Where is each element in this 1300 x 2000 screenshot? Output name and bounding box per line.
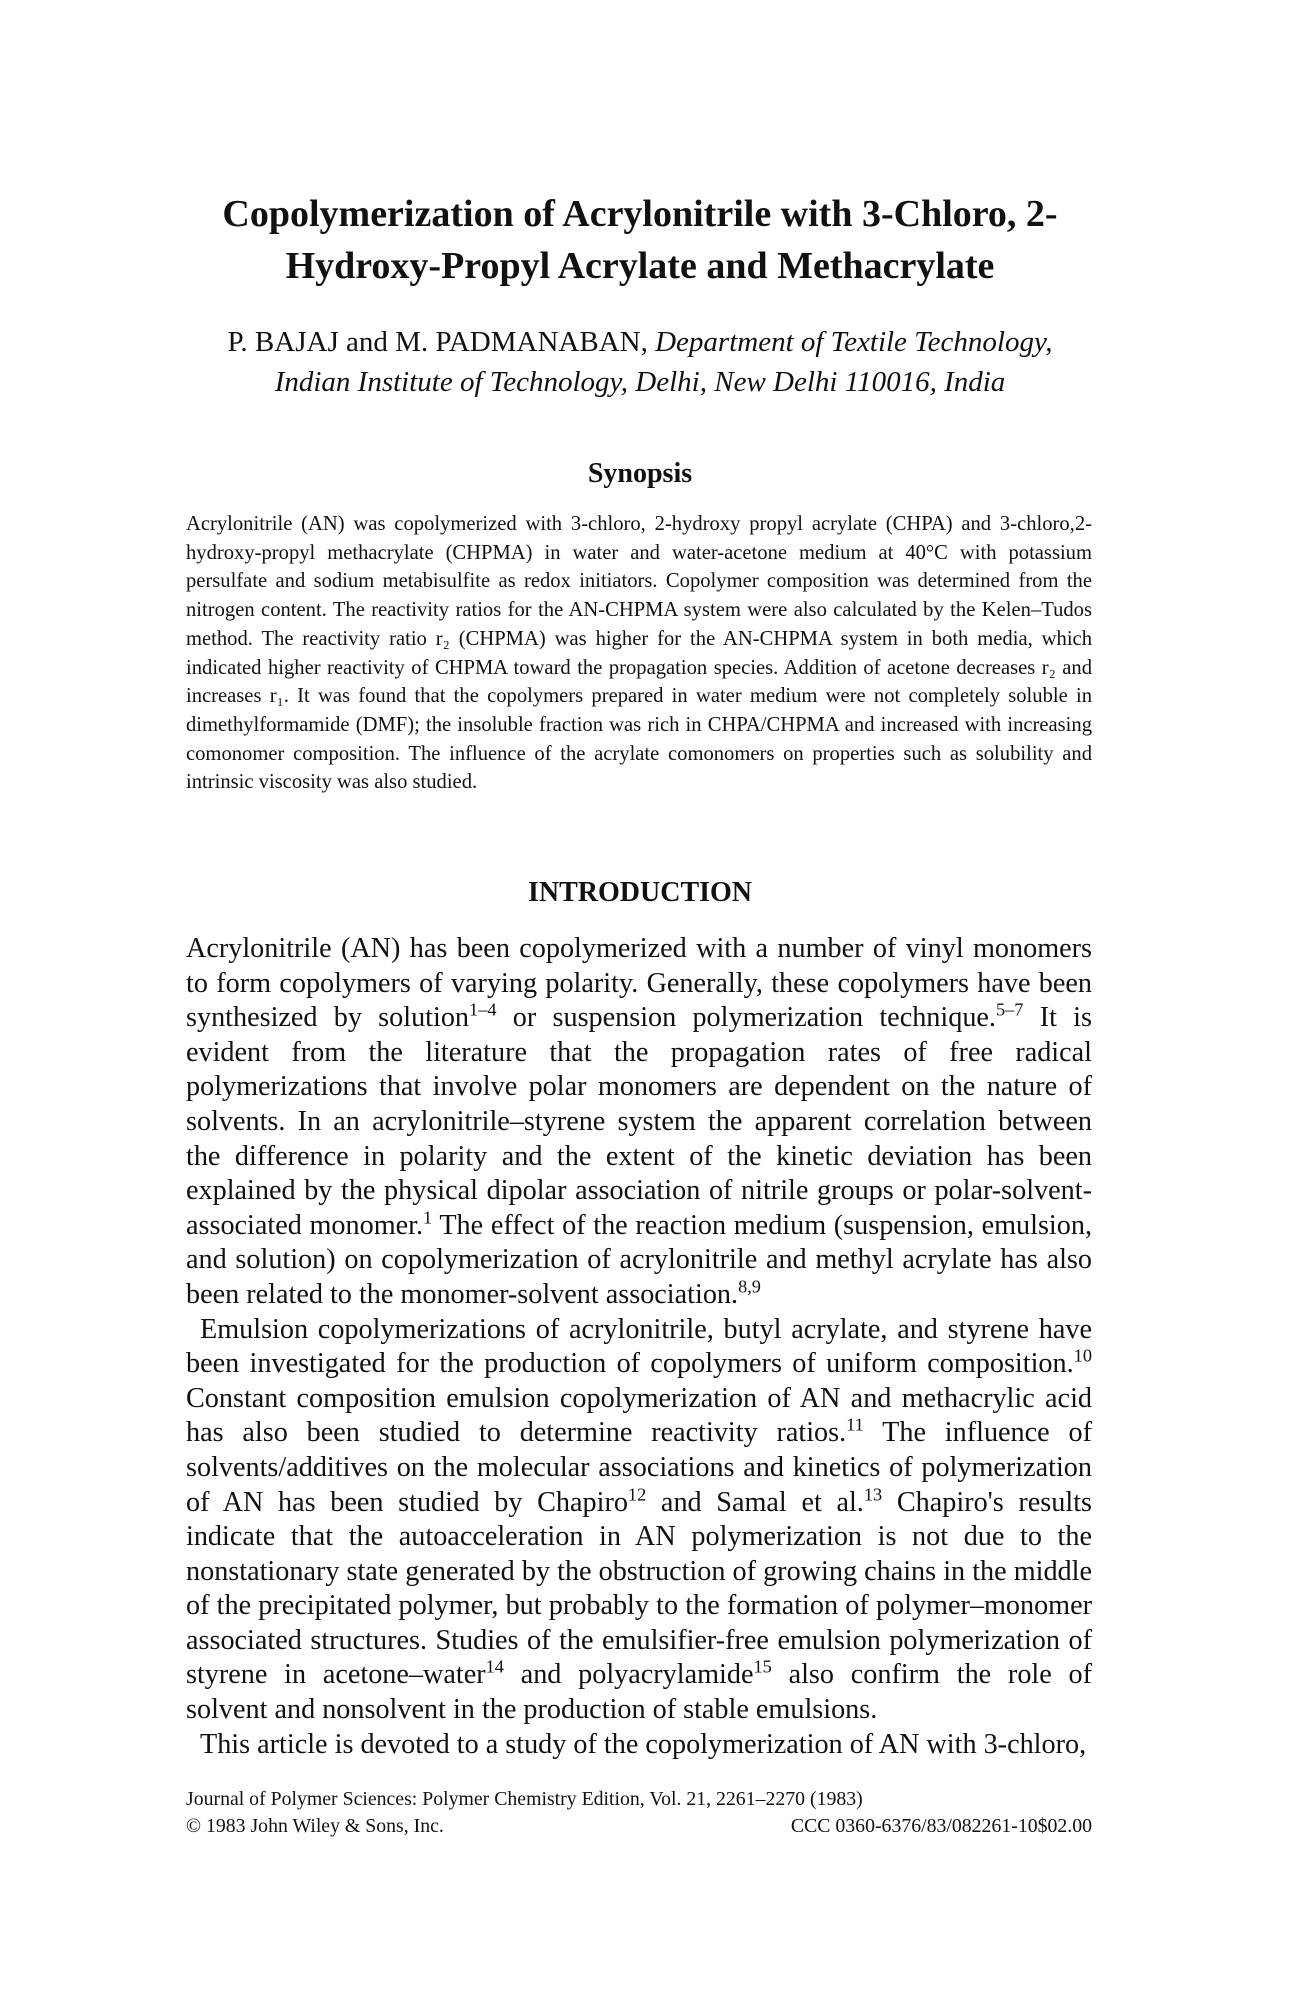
copyright-notice: © 1983 John Wiley & Sons, Inc. xyxy=(186,1815,444,1837)
citation-ref: 11 xyxy=(846,1414,864,1435)
author-block xyxy=(200,322,1080,402)
introduction-heading: INTRODUCTION xyxy=(527,877,753,908)
journal-citation: Journal of Polymer Sciences: Polymer Chemistry Edition, Vol. 21, 2261–2270 (1983) xyxy=(186,1788,863,1810)
journal-footer xyxy=(186,1786,1092,1840)
introduction-paragraph-1 xyxy=(186,932,1092,1313)
article-title-line-2: Hydroxy-Propyl Acrylate and Methacrylate xyxy=(285,245,995,287)
p1-text-d: The effect of the reaction medium (suspension, emulsion, and solution) on copolymerization of acrylonitrile and methyl acrylate has also been related to the monomer-solvent association. xyxy=(186,1209,1092,1310)
p2-text-f: and polyacrylamide xyxy=(503,1659,754,1691)
citation-ref: 10 xyxy=(1073,1345,1092,1366)
synopsis-text: Acrylonitrile (AN) was copolymerized with 3-chloro, 2-hydroxy propyl acrylate (CHPA) and 3-chloro,2-hydroxy-propyl methacrylate (CHPMA) in water and water-acetone medium at 40°C with potassium persulfate and sodium metabisulfite as redox initiators. Copolymer composition was determined from the nitrogen content. The reactivity ratios for the AN-CHPMA system were also calculated by the Kelen–Tudos method. The reactivity ratio r₂ (CHPMA) was higher for the AN-CHPMA system in both media, which indicated higher reactivity of CHPMA toward the propagation species. Addition of acetone decreases r₂ and increases r₁. It was found that the copolymers prepared in water medium were not completely soluble in dimethylformamide (DMF); the insoluble fraction was rich in CHPA/CHPMA and increased with increasing comonomer composition. The influence of the acrylate comonomers on properties such as solubility and intrinsic viscosity was also studied. xyxy=(186,513,1092,794)
introduction-paragraph-3: This article is devoted to a study of the copolymerization of AN with 3-chloro, xyxy=(200,1728,1087,1760)
synopsis-heading: Synopsis xyxy=(587,458,693,489)
author-affiliation-line-1: Department of Textile Technology, xyxy=(655,326,1053,358)
p1-text-a: Acrylonitrile (AN) has been copolymerized with a number of vinyl monomers to form copolymers of varying polarity. Generally, these copolymers have been synthesized by solution xyxy=(186,933,1092,1034)
introduction-body xyxy=(186,932,1092,1762)
citation-ref: 15 xyxy=(753,1657,772,1678)
article-title-line-1: Copolymerization of Acrylonitrile with 3-Chloro, 2- xyxy=(222,193,1058,235)
p1-text-c: It is evident from the literature that the propagation rates of free radical polymerizations that involve polar monomers are dependent on the nature of solvents. In an acrylonitrile–styrene system the apparent correlation between the difference in polarity and the extent of the kinetic deviation has been explained by the physical dipolar association of nitrile groups or polar-solvent-associated monomer. xyxy=(186,1002,1092,1241)
p2-text-d: and Samal et al. xyxy=(646,1486,864,1518)
p2-text-b: Constant composition emulsion copolymerization of AN and methacrylic acid has also been studied to determine reactivity ratios. xyxy=(186,1382,1092,1449)
author-names: P. BAJAJ and M. PADMANABAN, xyxy=(227,326,648,358)
p2-text-c: The influence of solvents/additives on the molecular associations and kinetics of polymerization of AN has been studied by Chapiro xyxy=(186,1417,1092,1518)
p2-text-e: Chapiro's results indicate that the autoacceleration in AN polymerization is not due to the nonstationary state generated by the obstruction of growing chains in the middle of the precipitated polymer, but probably to the formation of polymer–monomer associated structures. Studies of the emulsifier-free emulsion polymerization of styrene in acetone–water xyxy=(186,1486,1092,1691)
ccc-code: CCC 0360-6376/83/082261-10$02.00 xyxy=(790,1815,1092,1837)
citation-ref: 8,9 xyxy=(738,1276,761,1297)
citation-ref: 13 xyxy=(863,1484,883,1505)
article-title xyxy=(200,188,1080,292)
citation-ref: 5–7 xyxy=(995,999,1024,1020)
citation-ref: 1–4 xyxy=(469,999,497,1020)
citation-ref: 12 xyxy=(627,1484,647,1505)
introduction-paragraph-2 xyxy=(186,1313,1092,1728)
author-affiliation-line-2: Indian Institute of Technology, Delhi, New Delhi 110016, India xyxy=(274,366,1006,398)
p2-text-g: also confirm the role of solvent and nonsolvent in the production of stable emulsions. xyxy=(186,1659,1092,1726)
citation-ref: 14 xyxy=(485,1657,504,1678)
p1-text-b: or suspension polymerization technique. xyxy=(496,1002,996,1034)
p2-text-a: Emulsion copolymerizations of acrylonitrile, butyl acrylate, and styrene have been investigated for the production of copolymers of uniform composition. xyxy=(186,1313,1092,1380)
footer-row xyxy=(186,1813,1092,1840)
citation-ref: 1 xyxy=(423,1207,433,1228)
